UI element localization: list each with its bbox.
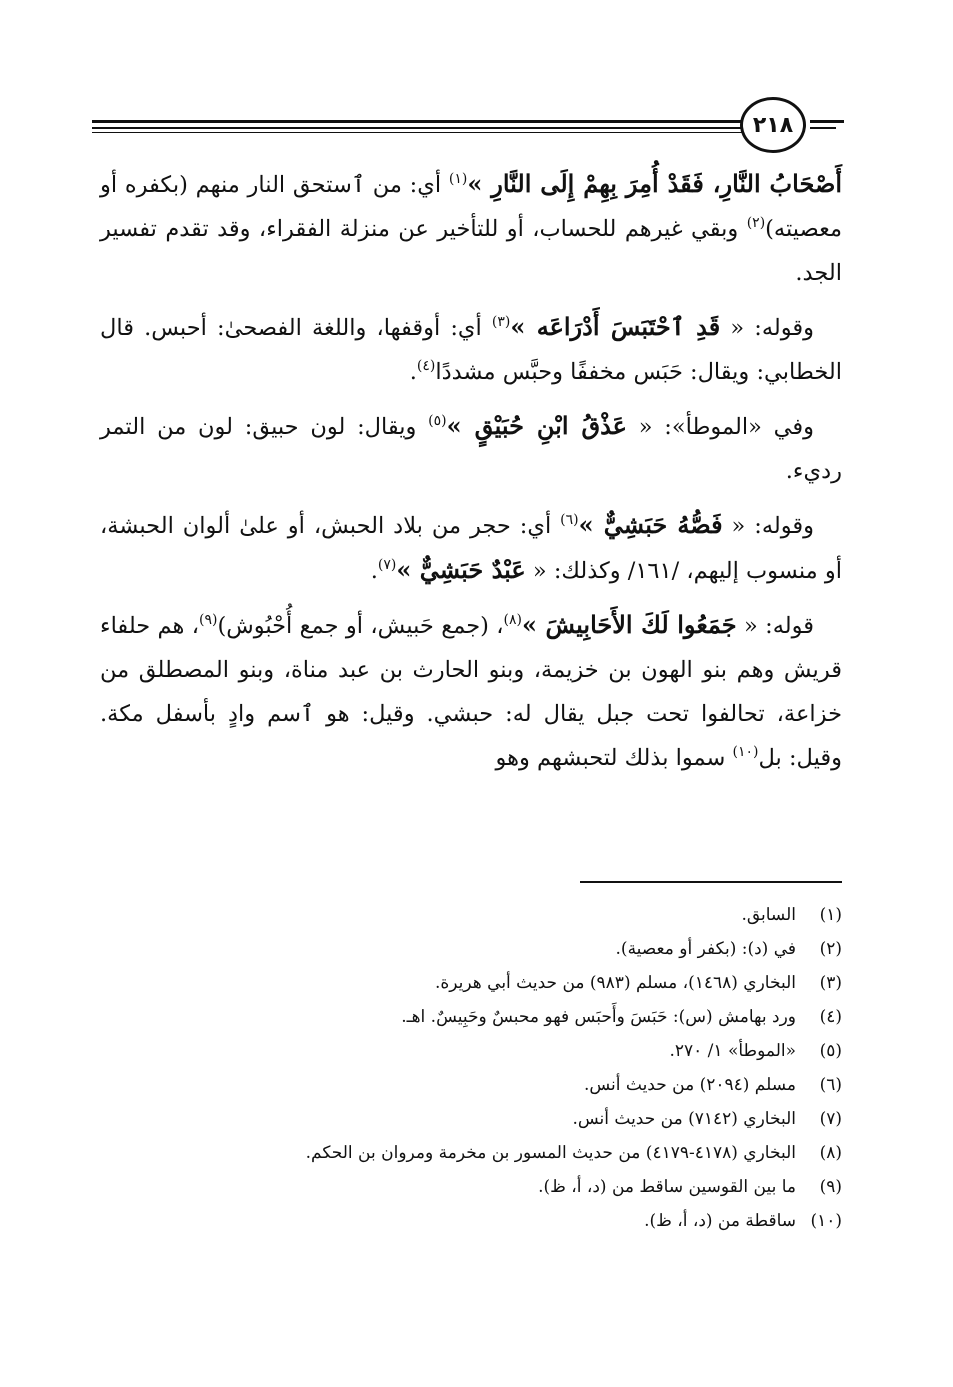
footnote-item	[100, 1170, 842, 1204]
footnote-item	[100, 1068, 842, 1102]
footnote-text: ما بين القوسين ساقط من (د، أ، ظ).	[538, 1177, 796, 1197]
paragraph-text: أي: من ٱستحق النار منهم (بكفره أو معصيته)	[100, 172, 842, 242]
paragraph-text: وبقي غيرهم للحساب، أو للتأخير عن منزلة الفقراء، وقد تقدم تفسير الجد.	[100, 216, 842, 286]
paragraph-text: ، هم حلفاء قريش وهم بنو الهون بن خزيمة، وبنو الحارث بن عبد مناة، وبنو المصطلق من خزاعة، تحالفوا تحت جبل يقال له: حبشي. وقيل: هو ٱسم وادٍ بأسفل مكة. وقيل: بل	[100, 613, 842, 771]
paragraph-text: .	[409, 359, 417, 385]
footnote-item	[100, 1204, 842, 1238]
header-rule	[92, 120, 742, 123]
footnote-separator	[580, 881, 842, 883]
footnote-text: البخاري (٧١٤٢) من حديث أنس.	[572, 1109, 796, 1129]
paragraph-text: أي: حجر من بلاد الحبش، أو علىٰ ألوان الحبشة، أو منسوب إليهم، /١٦١/ وكذلك: «	[100, 513, 842, 584]
header-rule	[810, 127, 836, 129]
page-number: ٢١٨	[740, 97, 806, 153]
footnote-ref: (١)	[448, 171, 468, 187]
paragraph-text: وفي «الموطأ»: «	[626, 414, 814, 440]
paragraph-text: أي: أوقفها، واللغة الفصحىٰ: أحبس. قال الخطابي: ويقال: حَبَس مخففًا وحبَّس مشددًا	[100, 315, 842, 385]
header-rule	[810, 120, 844, 123]
footnote-number: (٩)	[819, 1177, 842, 1197]
footnote-ref: (٤)	[416, 358, 436, 374]
footnote-item	[100, 1102, 842, 1136]
quoted-phrase: جَمَعُوا لَكَ الأَحَابِيشَ »	[521, 610, 737, 639]
footnote-ref: (٣)	[491, 314, 511, 330]
footnote-text: مسلم (٢٠٩٤) من حديث أنس.	[583, 1075, 796, 1095]
paragraph	[100, 404, 842, 493]
footnote-ref: (٥)	[428, 413, 447, 429]
footnote-number: (١٠)	[810, 1211, 842, 1231]
paragraph-text: وقوله: «	[722, 513, 814, 539]
footnote-text: «الموطأ» ١/ ٢٧٠.	[669, 1041, 796, 1061]
quoted-phrase: أَصْحَابُ النَّارِ، فَقَدْ أُمِرَ بِهِمْ إِلَى النَّارِ »	[467, 169, 842, 198]
paragraph	[100, 305, 842, 394]
paragraph	[100, 603, 842, 780]
footnote-item	[100, 966, 842, 1000]
footnote-number: (٥)	[819, 1041, 842, 1061]
footnote-item	[100, 932, 842, 966]
paragraph	[100, 162, 842, 295]
footnotes-list	[100, 898, 842, 1238]
footnote-text: البخاري (٤١٧٨-٤١٧٩) من حديث المسور بن مخرمة ومروان بن الحكم.	[305, 1143, 796, 1163]
main-text	[100, 162, 842, 790]
footnote-item	[100, 1000, 842, 1034]
footnote-number: (٣)	[819, 973, 842, 993]
quoted-phrase: فَصُّهُ حَبَشِيٌّ »	[578, 510, 723, 539]
paragraph-text: قوله: «	[736, 613, 815, 639]
paragraph-text: سموا بذلك لتحبشهم وهو	[495, 745, 733, 771]
quoted-phrase: عَذْقُ ابْنِ حُبَيْقٍ »	[446, 411, 627, 440]
footnote-text: ساقطة من (د، أ، ظ).	[644, 1211, 796, 1231]
footnote-ref: (٧)	[377, 557, 397, 573]
footnote-ref: (١٠)	[732, 744, 759, 760]
footnote-number: (٦)	[819, 1075, 842, 1095]
footnote-ref: (٦)	[560, 512, 579, 528]
footnote-text: ورد بهامش (س): حَبَسَ وأَحبَس فهو محبسٌ وحَبِيسٌ. اهـ.	[401, 1007, 796, 1027]
quoted-phrase: قَدِ ٱحْتَبَسَ أَدْرَاعَه »	[510, 312, 721, 341]
footnote-item	[100, 1034, 842, 1068]
footnote-number: (٢)	[819, 939, 842, 959]
footnote-text: السابق.	[741, 905, 796, 925]
footnote-item	[100, 898, 842, 932]
paragraph	[100, 503, 842, 593]
footnote-number: (٤)	[819, 1007, 842, 1027]
paragraph-text: وقوله: «	[720, 315, 814, 341]
header-rule	[92, 127, 742, 129]
footnote-item	[100, 1136, 842, 1170]
footnote-number: (١)	[819, 905, 842, 925]
paragraph-text: .	[370, 558, 378, 584]
paragraph-text: ويقال: لون حبيق: لون من التمر رديء.	[100, 414, 842, 484]
header-rule	[92, 132, 742, 133]
paragraph-text: ، (جمع حَبيش، أو جمع أُحْبُوش)	[217, 613, 504, 639]
footnote-text: في (د): (بكفر أو معصية).	[615, 939, 796, 959]
footnote-text: البخاري (١٤٦٨)، مسلم (٩٨٣) من حديث أبي هريرة.	[434, 973, 796, 993]
quoted-phrase: عَبْدٌ حَبَشِيٌّ »	[396, 555, 526, 584]
footnote-ref: (٢)	[746, 215, 766, 231]
footnote-number: (٨)	[819, 1143, 842, 1163]
footnote-ref: (٨)	[503, 612, 522, 628]
footnote-number: (٧)	[819, 1109, 842, 1129]
footnote-ref: (٩)	[199, 612, 218, 628]
